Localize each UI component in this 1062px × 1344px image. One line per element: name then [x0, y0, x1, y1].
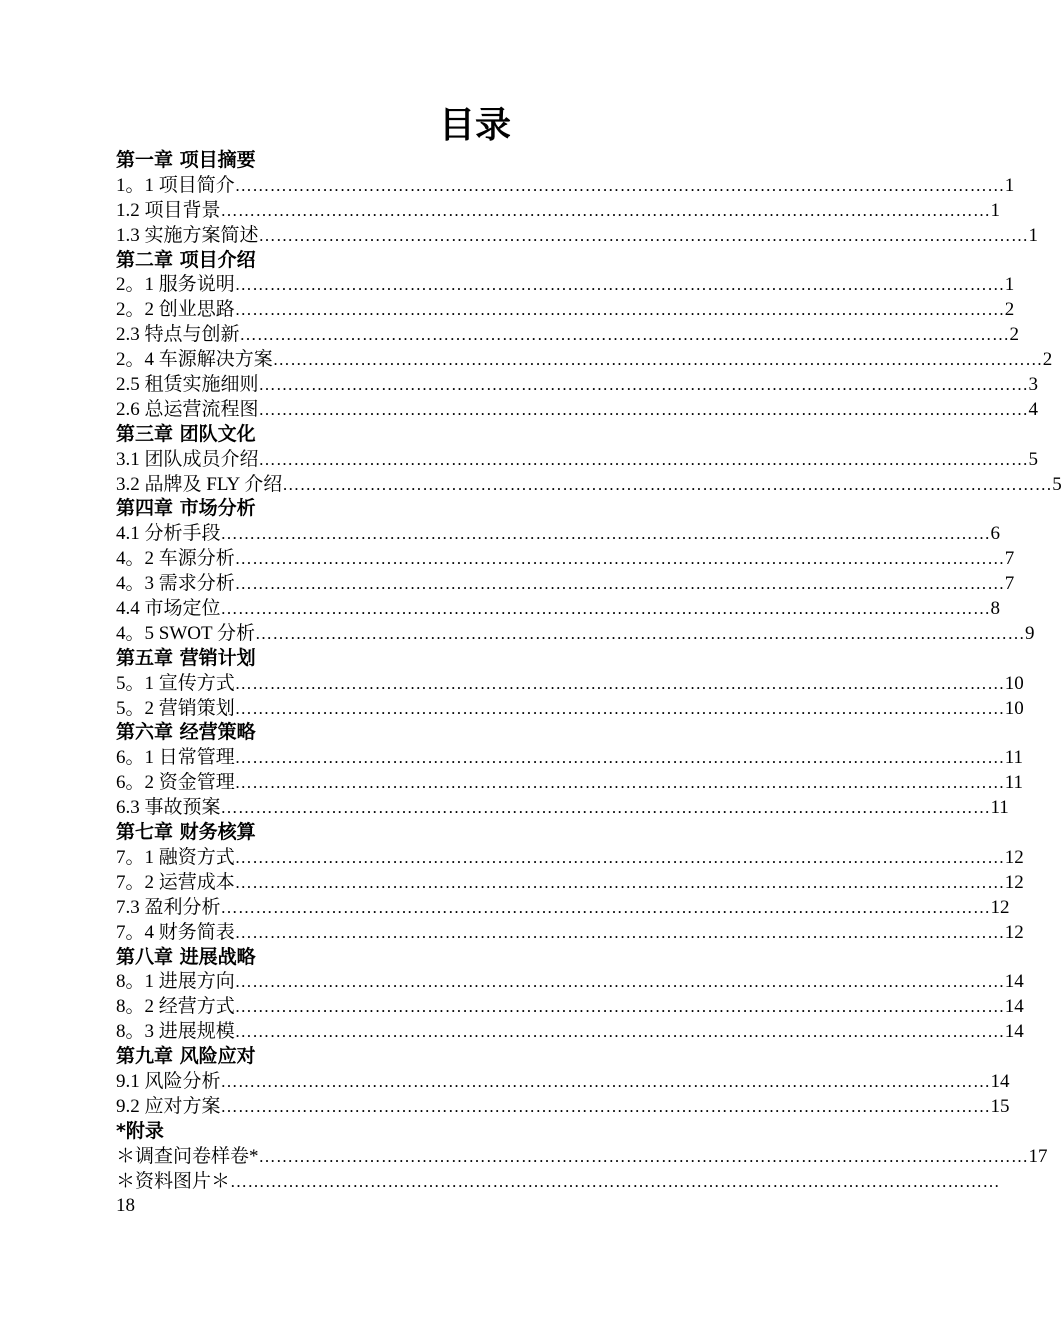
toc-dot-leader: ……………………………………………………………………………………………………………………	[230, 1171, 1001, 1191]
toc-entry-label: 8。1 进展方向	[116, 971, 235, 993]
toc-chapter-heading[interactable]: 第五章 营销计划	[116, 646, 256, 669]
toc-entry[interactable]	[116, 770, 1024, 795]
toc-entry-label: 7。2 运营成本	[116, 871, 235, 893]
toc-dot-leader: ……………………………………………………………………………………………………………………	[234, 175, 1005, 195]
toc-dot-leader: ……………………………………………………………………………………………………………………	[258, 1146, 1029, 1166]
toc-entry-page: 6	[990, 523, 1001, 545]
page-title: 目录	[438, 105, 511, 146]
toc-entry[interactable]	[116, 920, 1024, 945]
toc-entry[interactable]	[116, 671, 1024, 696]
toc-chapter-heading[interactable]: 第一章 项目摘要	[116, 149, 256, 171]
toc-entry[interactable]	[116, 372, 1039, 397]
toc-dot-leader: ……………………………………………………………………………………………………………………	[258, 399, 1029, 419]
toc-entry[interactable]	[116, 621, 1035, 646]
toc-entry-page: 12	[1004, 846, 1024, 868]
toc-dot-leader: ……………………………………………………………………………………………………………………	[234, 698, 1005, 718]
toc-dot-leader: ……………………………………………………………………………………………………………………	[234, 275, 1005, 295]
toc-dot-leader: ……………………………………………………………………………………………………………………	[234, 997, 1005, 1017]
toc-entry-page: 1	[1004, 174, 1015, 196]
toc-entry-page: 17	[1028, 1145, 1048, 1167]
toc-entry-page: 5	[1028, 448, 1039, 470]
toc-entry[interactable]	[116, 173, 1015, 198]
toc-entry[interactable]	[116, 994, 1024, 1019]
toc-entry[interactable]	[116, 223, 1039, 248]
toc-entry-label: 1。1 项目简介	[116, 174, 235, 196]
toc-entry-label: 5。2 营销策划	[116, 697, 235, 719]
toc-chapter-heading[interactable]: 第四章 市场分析	[116, 497, 256, 520]
toc-dot-leader: ……………………………………………………………………………………………………………………	[234, 748, 1005, 768]
toc-entry-page: 1	[1028, 224, 1039, 246]
toc-entry-label: 2。4 车源解决方案	[116, 349, 273, 371]
toc-entry[interactable]	[116, 1069, 1010, 1094]
toc-chapter-heading[interactable]: 第九章 风险应对	[116, 1045, 256, 1068]
toc-appendix-heading[interactable]: *附录	[116, 1119, 164, 1142]
toc-dot-leader: ……………………………………………………………………………………………………………………	[258, 225, 1029, 245]
toc-entry[interactable]	[116, 546, 1015, 571]
toc-dot-leader: ……………………………………………………………………………………………………………………	[234, 673, 1005, 693]
toc-entry-label: 7。4 财务简表	[116, 921, 235, 943]
toc-entry-page: 14	[1004, 971, 1024, 993]
toc-entry[interactable]	[116, 1144, 1048, 1169]
toc-entry-page: 4	[1028, 398, 1039, 420]
toc-entry-label: 7。1 融资方式	[116, 846, 235, 868]
toc-entry[interactable]	[116, 969, 1024, 994]
toc-entry-page: 5	[1052, 473, 1062, 495]
toc-entry[interactable]	[116, 198, 1001, 223]
toc-entry-label: 8。3 进展规模	[116, 1021, 235, 1043]
toc-entry-label: ＊资料图片＊	[116, 1170, 231, 1192]
toc-entry[interactable]	[116, 895, 1010, 920]
toc-entry[interactable]	[116, 1094, 1010, 1119]
toc-entry[interactable]	[116, 521, 1001, 546]
toc-dot-leader: ……………………………………………………………………………………………………………………	[220, 1096, 991, 1116]
toc-entry[interactable]	[116, 322, 1020, 347]
toc-entry-page: 2	[1009, 324, 1020, 346]
toc-dot-leader: ……………………………………………………………………………………………………………………	[234, 922, 1005, 942]
toc-entry-page: 1	[990, 199, 1001, 221]
toc-entry-label: 9.2 应对方案	[116, 1095, 221, 1117]
toc-dot-leader: ……………………………………………………………………………………………………………………	[234, 972, 1005, 992]
toc-entry-page: 11	[1004, 747, 1024, 769]
toc-dot-leader: ……………………………………………………………………………………………………………………	[234, 1022, 1005, 1042]
toc-dot-leader: ……………………………………………………………………………………………………………………	[220, 897, 991, 917]
toc-entry-label: 3.2 品牌及 FLY 介绍	[116, 473, 283, 495]
toc-entry-label: 1.3 实施方案简述	[116, 224, 259, 246]
toc-entry-label: 6.3 事故预案	[116, 797, 221, 819]
toc-entry[interactable]	[116, 1169, 1001, 1194]
toc-dot-leader: ……………………………………………………………………………………………………………………	[220, 524, 991, 544]
toc-entry[interactable]	[116, 745, 1024, 770]
toc-entry[interactable]	[116, 397, 1039, 422]
toc-dot-leader: ……………………………………………………………………………………………………………………	[254, 623, 1025, 643]
toc-dot-leader: ……………………………………………………………………………………………………………………	[282, 474, 1053, 494]
toc-chapter-heading[interactable]: 第三章 团队文化	[116, 422, 256, 445]
toc-dot-leader: ……………………………………………………………………………………………………………………	[234, 872, 1005, 892]
toc-entry[interactable]	[116, 870, 1024, 895]
toc-dot-leader: ……………………………………………………………………………………………………………………	[239, 325, 1010, 345]
toc-entry-label: 4。5 SWOT 分析	[116, 622, 255, 644]
toc-dot-leader: ……………………………………………………………………………………………………………………	[234, 847, 1005, 867]
toc-entry[interactable]	[116, 347, 1053, 372]
toc-entry[interactable]	[116, 1019, 1024, 1044]
toc-entry-label: 3.1 团队成员介绍	[116, 448, 259, 470]
toc-dot-leader: ……………………………………………………………………………………………………………………	[272, 350, 1043, 370]
toc-entry-label: 4.1 分析手段	[116, 523, 221, 545]
toc-entry-label: 2.3 特点与创新	[116, 324, 240, 346]
toc-entry[interactable]	[116, 845, 1024, 870]
toc-entry-page: 15	[990, 1095, 1010, 1117]
toc-entry-label: 2。2 创业思路	[116, 299, 235, 321]
toc-entry[interactable]	[116, 297, 1015, 322]
toc-chapter-heading[interactable]: 第二章 项目介绍	[116, 248, 256, 271]
toc-dot-leader: ……………………………………………………………………………………………………………………	[220, 200, 991, 220]
toc-entry-page: 12	[1004, 921, 1024, 943]
toc-chapter-heading[interactable]: 第七章 财务核算	[116, 821, 256, 844]
toc-entry-page: 14	[1004, 996, 1024, 1018]
toc-entry[interactable]	[116, 696, 1024, 721]
toc-entry-label: ＊调查问卷样卷*	[116, 1145, 259, 1167]
toc-entry-page: 10	[1004, 697, 1024, 719]
toc-dot-leader: ……………………………………………………………………………………………………………………	[234, 549, 1005, 569]
toc-entry-label: 4。2 车源分析	[116, 548, 235, 570]
toc-dot-leader: ……………………………………………………………………………………………………………………	[234, 300, 1005, 320]
toc-entry-page: 7	[1004, 548, 1015, 570]
toc-entry-page: 2	[1042, 349, 1053, 371]
toc-entry-page: 12	[1004, 871, 1024, 893]
toc-entry-label: 9.1 风险分析	[116, 1070, 221, 1092]
toc-entry[interactable]	[116, 795, 1009, 820]
toc-dot-leader: ……………………………………………………………………………………………………………………	[220, 798, 991, 818]
toc-entry-page: 11	[990, 797, 1009, 819]
toc-entry-page: 9	[1024, 622, 1035, 644]
table-of-contents	[116, 148, 1062, 1218]
toc-entry-page: 8	[990, 598, 1001, 620]
toc-entry[interactable]	[116, 472, 1062, 497]
toc-entry[interactable]	[116, 272, 1015, 297]
toc-dot-leader: ……………………………………………………………………………………………………………………	[234, 773, 1005, 793]
toc-entry-label: 2。1 服务说明	[116, 274, 235, 296]
toc-entry-page: 18	[116, 1195, 135, 1217]
toc-entry-page: 14	[1004, 1021, 1024, 1043]
toc-entry-label: 7.3 盈利分析	[116, 896, 221, 918]
toc-entry-label: 1.2 项目背景	[116, 199, 221, 221]
toc-entry-label: 6。2 资金管理	[116, 772, 235, 794]
toc-entry-page: 2	[1004, 299, 1015, 321]
toc-entry-label: 4.4 市场定位	[116, 598, 221, 620]
toc-entry[interactable]	[116, 447, 1039, 472]
toc-entry-page: 11	[1004, 772, 1024, 794]
toc-entry[interactable]	[116, 571, 1015, 596]
toc-entry[interactable]	[116, 596, 1001, 621]
toc-entry-label: 8。2 经营方式	[116, 996, 235, 1018]
toc-entry-page: 7	[1004, 573, 1015, 595]
toc-dot-leader: ……………………………………………………………………………………………………………………	[258, 375, 1029, 395]
toc-chapter-heading[interactable]: 第六章 经营策略	[116, 721, 256, 744]
toc-entry-label: 5。1 宣传方式	[116, 672, 235, 694]
toc-entry-label: 2.5 租赁实施细则	[116, 374, 259, 396]
toc-entry-page: 10	[1004, 672, 1024, 694]
toc-entry-page: 14	[990, 1070, 1010, 1092]
toc-chapter-heading[interactable]: 第八章 进展战略	[116, 945, 256, 968]
toc-dot-leader: ……………………………………………………………………………………………………………………	[220, 1071, 991, 1091]
toc-dot-leader: ……………………………………………………………………………………………………………………	[220, 599, 991, 619]
toc-entry-page: 1	[1004, 274, 1015, 296]
toc-entry-label: 2.6 总运营流程图	[116, 398, 259, 420]
toc-dot-leader: ……………………………………………………………………………………………………………………	[234, 574, 1005, 594]
toc-entry-page: 12	[990, 896, 1010, 918]
toc-entry-page: 3	[1028, 374, 1039, 396]
toc-entry-label: 6。1 日常管理	[116, 747, 235, 769]
toc-entry-label: 4。3 需求分析	[116, 573, 235, 595]
toc-dot-leader: ……………………………………………………………………………………………………………………	[258, 449, 1029, 469]
